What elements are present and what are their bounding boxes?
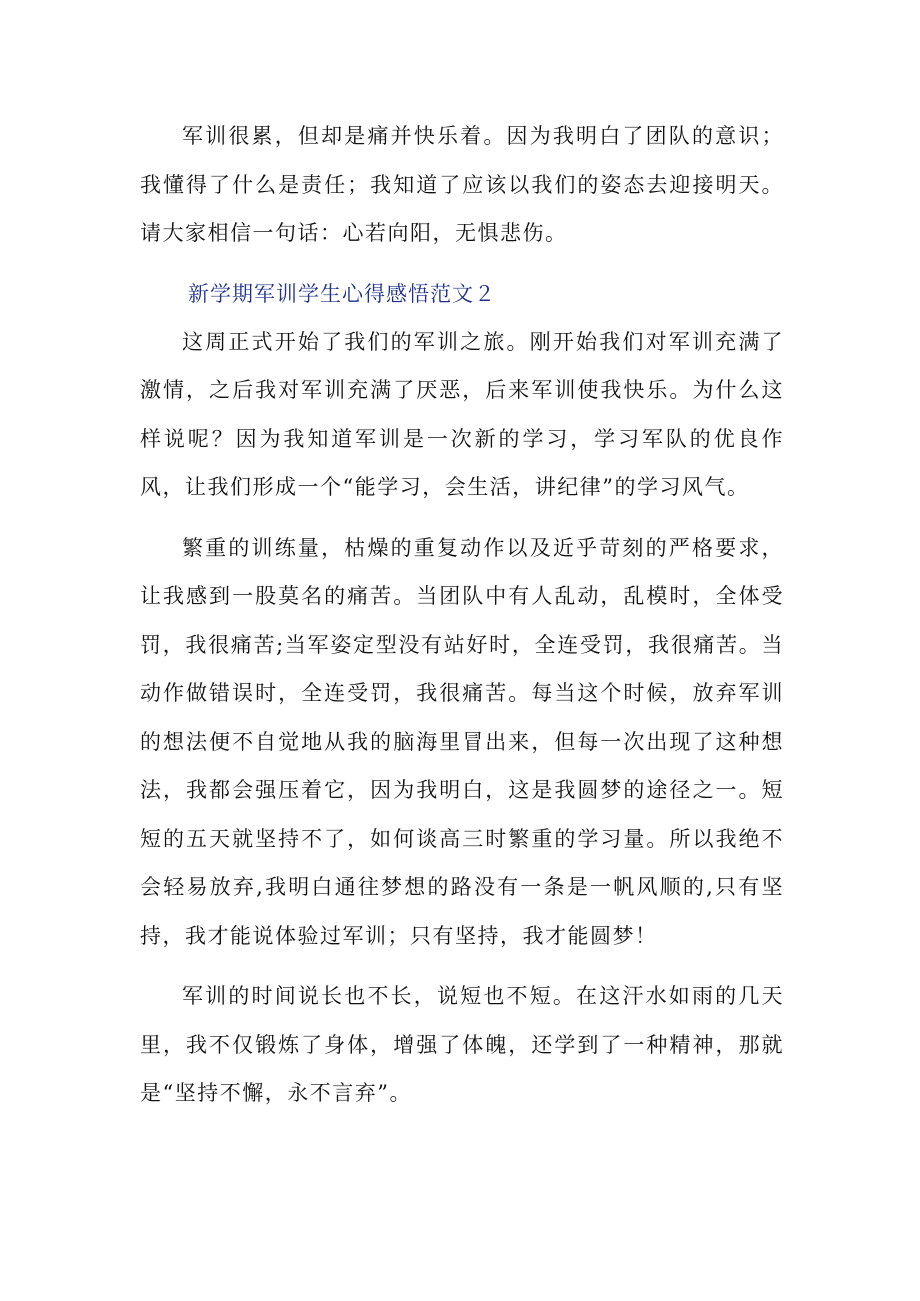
section-heading: 新学期军训学生心得感悟范文２ [188, 281, 496, 306]
paragraph-3: 军训的时间说长也不长，说短也不短。在这汗水如雨的几天里，我不仅锻炼了身体，增强了体魄，还学到了一种精神，那就是“坚持不懈，永不言弃”。 [140, 984, 784, 1105]
document-body [140, 112, 784, 1130]
paragraph-2: 繁重的训练量，枯燥的重复动作以及近乎苛刻的严格要求，让我感到一股莫名的痛苦。当团队中有人乱动，乱模时，全体受罚，我很痛苦;当军姿定型没有站好时，全连受罚，我很痛苦。当动作做错误时，全连受罚，我很痛苦。每当这个时候，放弃军训的想法便不自觉地从我的脑海里冒出来，但每一次出现了这种想法，我都会强压着它，因为我明白，这是我圆梦的途径之一。短短的五天就坚持不了，如何谈高三时繁重的学习量。所以我绝不会轻易放弃,我明白通往梦想的路没有一条是一帆风顺的,只有坚持，我才能说体验过军训；只有坚持，我才能圆梦！ [140, 535, 784, 948]
paragraph-1: 这周正式开始了我们的军训之旅。刚开始我们对军训充满了激情，之后我对军训充满了厌恶，后来军训使我快乐。为什么这样说呢？因为我知道军训是一次新的学习，学习军队的优良作风，让我们形成一个“能学习，会生活，讲纪律”的学习风气。 [140, 329, 784, 499]
paragraph-intro-conclusion: 军训很累，但却是痛并快乐着。因为我明白了团队的意识；我懂得了什么是责任；我知道了应该以我们的姿态去迎接明天。请大家相信一句话：心若向阳，无惧悲伤。 [140, 124, 784, 245]
